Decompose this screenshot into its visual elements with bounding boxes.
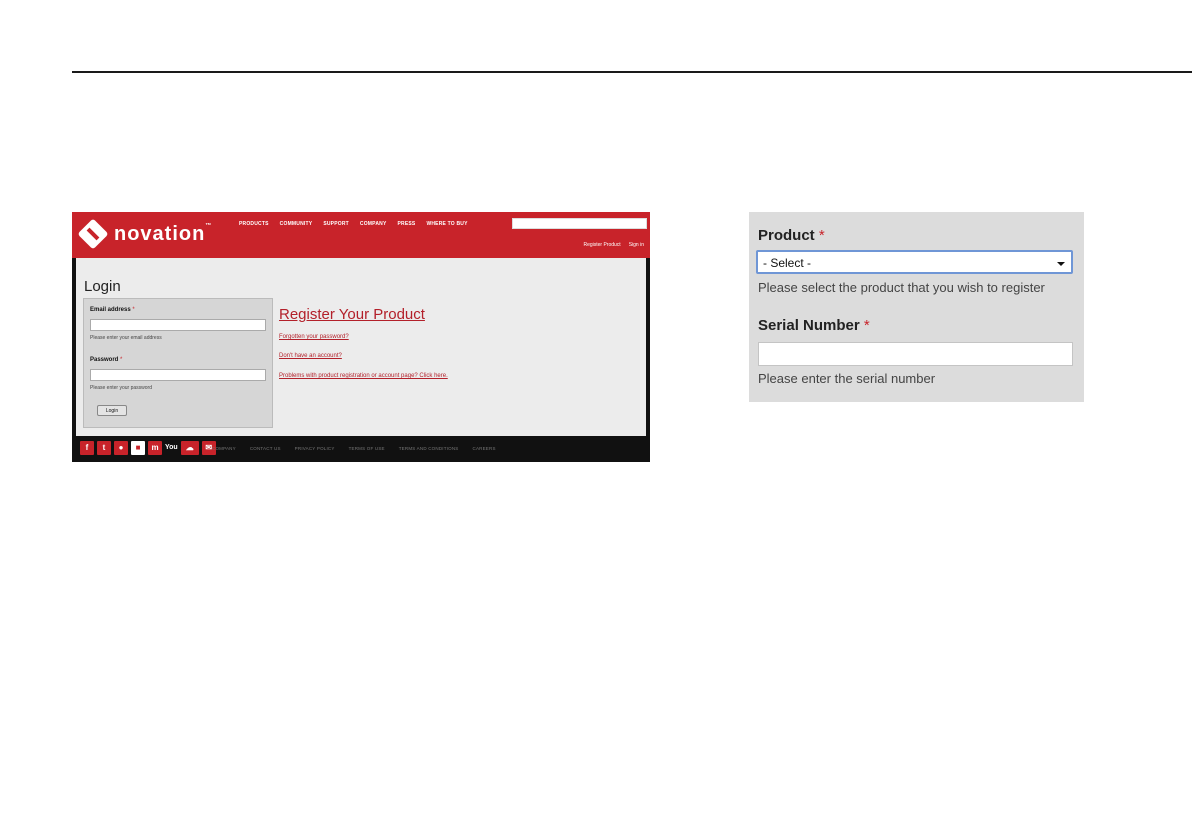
chevron-down-icon: [1057, 262, 1065, 266]
no-account-link[interactable]: Don't have an account?: [279, 353, 342, 359]
main-nav: [239, 221, 468, 227]
nav-item-products[interactable]: PRODUCTS: [239, 221, 269, 227]
site-footer: [72, 437, 650, 462]
password-field[interactable]: [90, 369, 266, 381]
serial-help: Please enter the serial number: [758, 371, 936, 386]
page-title: Login: [84, 278, 121, 295]
product-help: Please select the product that you wish to register: [758, 280, 1045, 295]
email-label: Email address *: [90, 307, 135, 313]
product-registration-form: [749, 212, 1084, 402]
nav-item-press[interactable]: PRESS: [397, 221, 416, 227]
product-label: Product *: [758, 227, 825, 244]
password-label: Password *: [90, 357, 123, 363]
novation-logo-icon[interactable]: [77, 218, 108, 249]
nav-item-company[interactable]: COMPANY: [359, 221, 387, 227]
email-help: Please enter your email address: [90, 335, 162, 341]
footer-link-company[interactable]: COMPANY: [212, 446, 236, 451]
myspace-icon[interactable]: m: [148, 441, 162, 455]
footer-links: [212, 446, 496, 451]
login-button[interactable]: Login: [97, 405, 127, 416]
site-header: [72, 212, 650, 258]
email-field[interactable]: [90, 319, 266, 331]
site-logo[interactable]: novation™: [114, 223, 213, 245]
facebook-icon[interactable]: f: [80, 441, 94, 455]
serial-number-field[interactable]: [758, 342, 1073, 366]
email-icon[interactable]: ✉: [202, 441, 216, 455]
password-help: Please enter your password: [90, 385, 152, 391]
product-select-value: - Select -: [763, 256, 812, 270]
sign-in-link[interactable]: Sign in: [628, 242, 644, 248]
chat-icon[interactable]: ■: [131, 441, 145, 455]
novation-login-screenshot: [72, 212, 650, 462]
forgot-password-link[interactable]: Forgotten your password?: [279, 334, 349, 340]
footer-link-terms-of-use[interactable]: TERMS OF USE: [348, 446, 385, 451]
content-panel: [76, 258, 646, 436]
nav-item-where-to-buy[interactable]: WHERE TO BUY: [426, 221, 468, 227]
footer-link-contact[interactable]: CONTACT US: [249, 446, 281, 451]
flickr-icon[interactable]: ●: [114, 441, 128, 455]
social-icons: [80, 441, 216, 455]
problems-link[interactable]: Problems with product registration or account page? Click here.: [279, 373, 448, 379]
soundcloud-icon[interactable]: ☁: [181, 441, 199, 455]
footer-link-careers[interactable]: CAREERS: [472, 446, 496, 451]
site-search-input[interactable]: [512, 218, 647, 229]
nav-item-support[interactable]: SUPPORT: [323, 221, 349, 227]
register-title[interactable]: Register Your Product: [279, 306, 425, 323]
footer-link-privacy[interactable]: PRIVACY POLICY: [294, 446, 335, 451]
youtube-icon[interactable]: You: [165, 444, 178, 451]
twitter-icon[interactable]: t: [97, 441, 111, 455]
product-select[interactable]: [756, 250, 1073, 274]
register-product-link[interactable]: Register Product: [583, 242, 621, 248]
footer-link-terms-conditions[interactable]: TERMS AND CONDITIONS: [398, 446, 459, 451]
account-links: [583, 242, 644, 248]
serial-label: Serial Number *: [758, 317, 870, 334]
login-form: [83, 298, 273, 428]
top-divider: [72, 71, 1192, 73]
nav-item-community[interactable]: COMMUNITY: [279, 221, 313, 227]
